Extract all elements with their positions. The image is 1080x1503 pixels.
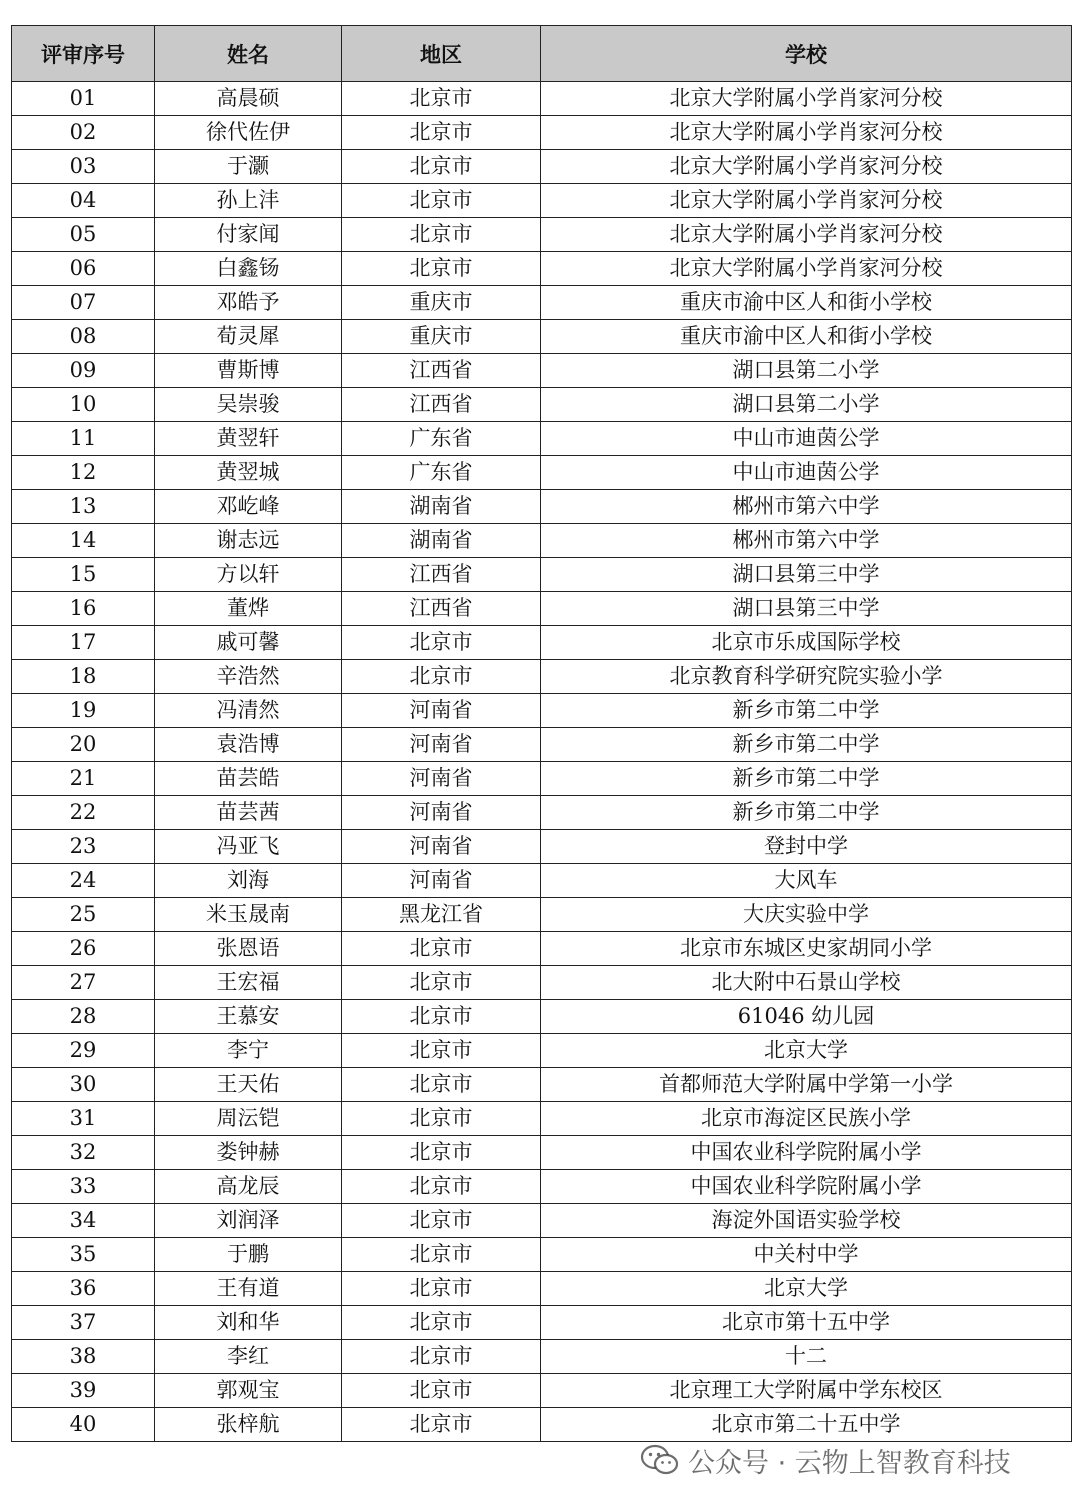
cell-school: 湖口县第二小学 bbox=[541, 388, 1072, 422]
table-row bbox=[12, 592, 1072, 626]
cell-school: 北京市乐成国际学校 bbox=[541, 626, 1072, 660]
cell-name: 曹斯博 bbox=[155, 354, 342, 388]
cell-name: 徐代佐伊 bbox=[155, 116, 342, 150]
cell-name: 荀灵犀 bbox=[155, 320, 342, 354]
cell-name: 刘润泽 bbox=[155, 1204, 342, 1238]
cell-name: 戚可馨 bbox=[155, 626, 342, 660]
cell-name: 张梓航 bbox=[155, 1408, 342, 1442]
table-row bbox=[12, 1000, 1072, 1034]
cell-school: 大风车 bbox=[541, 864, 1072, 898]
table-row bbox=[12, 898, 1072, 932]
table-row bbox=[12, 796, 1072, 830]
cell-school: 十二 bbox=[541, 1340, 1072, 1374]
cell-region: 江西省 bbox=[342, 558, 541, 592]
cell-region: 北京市 bbox=[342, 660, 541, 694]
table-row bbox=[12, 966, 1072, 1000]
cell-region: 河南省 bbox=[342, 864, 541, 898]
cell-review-number: 24 bbox=[12, 864, 155, 898]
cell-name: 白鑫钖 bbox=[155, 252, 342, 286]
cell-school: 重庆市渝中区人和街小学校 bbox=[541, 286, 1072, 320]
cell-school: 北京大学附属小学肖家河分校 bbox=[541, 184, 1072, 218]
cell-region: 北京市 bbox=[342, 626, 541, 660]
cell-review-number: 34 bbox=[12, 1204, 155, 1238]
table-row bbox=[12, 626, 1072, 660]
cell-review-number: 16 bbox=[12, 592, 155, 626]
table-row bbox=[12, 1068, 1072, 1102]
header-name: 姓名 bbox=[155, 26, 342, 82]
cell-name: 邓屹峰 bbox=[155, 490, 342, 524]
cell-school: 北京大学 bbox=[541, 1034, 1072, 1068]
table-row bbox=[12, 286, 1072, 320]
table-row bbox=[12, 1272, 1072, 1306]
cell-region: 湖南省 bbox=[342, 524, 541, 558]
cell-name: 李红 bbox=[155, 1340, 342, 1374]
cell-school: 郴州市第六中学 bbox=[541, 524, 1072, 558]
cell-school: 中山市迪茵公学 bbox=[541, 456, 1072, 490]
cell-review-number: 07 bbox=[12, 286, 155, 320]
cell-review-number: 27 bbox=[12, 966, 155, 1000]
cell-name: 苗芸茜 bbox=[155, 796, 342, 830]
watermark bbox=[640, 1440, 1011, 1480]
table-row bbox=[12, 388, 1072, 422]
cell-school: 北京市东城区史家胡同小学 bbox=[541, 932, 1072, 966]
cell-name: 方以轩 bbox=[155, 558, 342, 592]
cell-name: 袁浩博 bbox=[155, 728, 342, 762]
cell-review-number: 05 bbox=[12, 218, 155, 252]
cell-school: 北京市海淀区民族小学 bbox=[541, 1102, 1072, 1136]
cell-region: 北京市 bbox=[342, 1000, 541, 1034]
cell-school: 新乡市第二中学 bbox=[541, 728, 1072, 762]
table-row bbox=[12, 524, 1072, 558]
cell-region: 河南省 bbox=[342, 796, 541, 830]
watermark-text: 公众号 · 云物上智教育科技 bbox=[688, 1447, 1011, 1479]
award-roster-table bbox=[11, 25, 1072, 1442]
table-row bbox=[12, 1034, 1072, 1068]
cell-region: 北京市 bbox=[342, 1034, 541, 1068]
cell-name: 张恩语 bbox=[155, 932, 342, 966]
table-row bbox=[12, 252, 1072, 286]
cell-review-number: 30 bbox=[12, 1068, 155, 1102]
table-row bbox=[12, 762, 1072, 796]
cell-school: 郴州市第六中学 bbox=[541, 490, 1072, 524]
cell-review-number: 23 bbox=[12, 830, 155, 864]
cell-review-number: 19 bbox=[12, 694, 155, 728]
cell-review-number: 38 bbox=[12, 1340, 155, 1374]
wechat-icon bbox=[640, 1443, 680, 1477]
cell-review-number: 15 bbox=[12, 558, 155, 592]
header-region: 地区 bbox=[342, 26, 541, 82]
table-row bbox=[12, 1204, 1072, 1238]
cell-school: 中山市迪茵公学 bbox=[541, 422, 1072, 456]
cell-review-number: 08 bbox=[12, 320, 155, 354]
table-row bbox=[12, 864, 1072, 898]
table-row bbox=[12, 1238, 1072, 1272]
table-row bbox=[12, 490, 1072, 524]
cell-review-number: 37 bbox=[12, 1306, 155, 1340]
cell-region: 重庆市 bbox=[342, 286, 541, 320]
cell-review-number: 02 bbox=[12, 116, 155, 150]
cell-region: 北京市 bbox=[342, 218, 541, 252]
table-row bbox=[12, 184, 1072, 218]
cell-name: 邓皓予 bbox=[155, 286, 342, 320]
table-row bbox=[12, 1408, 1072, 1442]
cell-review-number: 36 bbox=[12, 1272, 155, 1306]
cell-name: 娄钟赫 bbox=[155, 1136, 342, 1170]
cell-region: 河南省 bbox=[342, 830, 541, 864]
table-row bbox=[12, 456, 1072, 490]
cell-name: 郭观宝 bbox=[155, 1374, 342, 1408]
cell-school: 新乡市第二中学 bbox=[541, 762, 1072, 796]
cell-region: 北京市 bbox=[342, 932, 541, 966]
cell-school: 北京理工大学附属中学东校区 bbox=[541, 1374, 1072, 1408]
table-row bbox=[12, 1170, 1072, 1204]
cell-review-number: 31 bbox=[12, 1102, 155, 1136]
cell-name: 吴崇骏 bbox=[155, 388, 342, 422]
cell-name: 高晨硕 bbox=[155, 82, 342, 116]
cell-review-number: 26 bbox=[12, 932, 155, 966]
cell-review-number: 35 bbox=[12, 1238, 155, 1272]
cell-region: 广东省 bbox=[342, 422, 541, 456]
cell-review-number: 25 bbox=[12, 898, 155, 932]
cell-school: 北京市第十五中学 bbox=[541, 1306, 1072, 1340]
header-school: 学校 bbox=[541, 26, 1072, 82]
cell-name: 冯清然 bbox=[155, 694, 342, 728]
cell-name: 王有道 bbox=[155, 1272, 342, 1306]
cell-region: 黑龙江省 bbox=[342, 898, 541, 932]
cell-school: 中国农业科学院附属小学 bbox=[541, 1136, 1072, 1170]
cell-review-number: 39 bbox=[12, 1374, 155, 1408]
cell-review-number: 09 bbox=[12, 354, 155, 388]
cell-review-number: 03 bbox=[12, 150, 155, 184]
cell-name: 于鹏 bbox=[155, 1238, 342, 1272]
cell-name: 苗芸皓 bbox=[155, 762, 342, 796]
cell-review-number: 13 bbox=[12, 490, 155, 524]
table-row bbox=[12, 1102, 1072, 1136]
cell-school: 湖口县第三中学 bbox=[541, 592, 1072, 626]
cell-review-number: 20 bbox=[12, 728, 155, 762]
cell-name: 于灏 bbox=[155, 150, 342, 184]
cell-review-number: 18 bbox=[12, 660, 155, 694]
table-row bbox=[12, 1340, 1072, 1374]
table-row bbox=[12, 694, 1072, 728]
cell-school: 首都师范大学附属中学第一小学 bbox=[541, 1068, 1072, 1102]
table-row bbox=[12, 1136, 1072, 1170]
cell-region: 北京市 bbox=[342, 1340, 541, 1374]
table-header bbox=[12, 26, 1072, 82]
cell-review-number: 40 bbox=[12, 1408, 155, 1442]
cell-name: 董烨 bbox=[155, 592, 342, 626]
cell-name: 王天佑 bbox=[155, 1068, 342, 1102]
cell-region: 江西省 bbox=[342, 592, 541, 626]
cell-name: 付家闻 bbox=[155, 218, 342, 252]
cell-review-number: 33 bbox=[12, 1170, 155, 1204]
cell-region: 湖南省 bbox=[342, 490, 541, 524]
cell-review-number: 10 bbox=[12, 388, 155, 422]
cell-region: 河南省 bbox=[342, 728, 541, 762]
cell-name: 高龙辰 bbox=[155, 1170, 342, 1204]
cell-school: 湖口县第二小学 bbox=[541, 354, 1072, 388]
cell-school: 中国农业科学院附属小学 bbox=[541, 1170, 1072, 1204]
cell-region: 河南省 bbox=[342, 762, 541, 796]
cell-name: 辛浩然 bbox=[155, 660, 342, 694]
cell-name: 谢志远 bbox=[155, 524, 342, 558]
cell-review-number: 06 bbox=[12, 252, 155, 286]
cell-review-number: 29 bbox=[12, 1034, 155, 1068]
cell-school: 湖口县第三中学 bbox=[541, 558, 1072, 592]
cell-region: 北京市 bbox=[342, 184, 541, 218]
cell-school: 重庆市渝中区人和街小学校 bbox=[541, 320, 1072, 354]
table-row bbox=[12, 422, 1072, 456]
cell-review-number: 32 bbox=[12, 1136, 155, 1170]
cell-school: 中关村中学 bbox=[541, 1238, 1072, 1272]
cell-school: 新乡市第二中学 bbox=[541, 796, 1072, 830]
table-row bbox=[12, 558, 1072, 592]
table-row bbox=[12, 830, 1072, 864]
table-row bbox=[12, 320, 1072, 354]
cell-region: 北京市 bbox=[342, 1306, 541, 1340]
cell-name: 李宁 bbox=[155, 1034, 342, 1068]
cell-region: 北京市 bbox=[342, 1136, 541, 1170]
cell-name: 黄翌轩 bbox=[155, 422, 342, 456]
cell-review-number: 11 bbox=[12, 422, 155, 456]
cell-region: 江西省 bbox=[342, 354, 541, 388]
cell-school: 北京市第二十五中学 bbox=[541, 1408, 1072, 1442]
cell-region: 河南省 bbox=[342, 694, 541, 728]
cell-name: 冯亚飞 bbox=[155, 830, 342, 864]
cell-school: 61046 幼儿园 bbox=[541, 1000, 1072, 1034]
cell-school: 北大附中石景山学校 bbox=[541, 966, 1072, 1000]
cell-review-number: 21 bbox=[12, 762, 155, 796]
header-review-number: 评审序号 bbox=[12, 26, 155, 82]
header-row bbox=[12, 26, 1072, 82]
cell-name: 刘和华 bbox=[155, 1306, 342, 1340]
cell-school: 北京大学附属小学肖家河分校 bbox=[541, 252, 1072, 286]
cell-school: 新乡市第二中学 bbox=[541, 694, 1072, 728]
cell-name: 王宏福 bbox=[155, 966, 342, 1000]
cell-school: 海淀外国语实验学校 bbox=[541, 1204, 1072, 1238]
cell-school: 登封中学 bbox=[541, 830, 1072, 864]
table-row bbox=[12, 218, 1072, 252]
cell-review-number: 28 bbox=[12, 1000, 155, 1034]
cell-region: 北京市 bbox=[342, 1272, 541, 1306]
cell-region: 北京市 bbox=[342, 1068, 541, 1102]
cell-region: 北京市 bbox=[342, 1204, 541, 1238]
cell-review-number: 14 bbox=[12, 524, 155, 558]
cell-school: 大庆实验中学 bbox=[541, 898, 1072, 932]
cell-region: 北京市 bbox=[342, 252, 541, 286]
table-row bbox=[12, 1374, 1072, 1408]
cell-region: 北京市 bbox=[342, 1408, 541, 1442]
table-body bbox=[12, 82, 1072, 1442]
table-row bbox=[12, 932, 1072, 966]
cell-school: 北京大学 bbox=[541, 1272, 1072, 1306]
cell-review-number: 17 bbox=[12, 626, 155, 660]
cell-school: 北京大学附属小学肖家河分校 bbox=[541, 218, 1072, 252]
cell-region: 北京市 bbox=[342, 966, 541, 1000]
cell-region: 北京市 bbox=[342, 1170, 541, 1204]
cell-name: 米玉晟南 bbox=[155, 898, 342, 932]
cell-region: 江西省 bbox=[342, 388, 541, 422]
cell-review-number: 04 bbox=[12, 184, 155, 218]
cell-region: 北京市 bbox=[342, 150, 541, 184]
cell-region: 北京市 bbox=[342, 116, 541, 150]
cell-name: 王慕安 bbox=[155, 1000, 342, 1034]
cell-review-number: 22 bbox=[12, 796, 155, 830]
cell-region: 北京市 bbox=[342, 1238, 541, 1272]
cell-name: 周沄铠 bbox=[155, 1102, 342, 1136]
cell-school: 北京教育科学研究院实验小学 bbox=[541, 660, 1072, 694]
cell-school: 北京大学附属小学肖家河分校 bbox=[541, 150, 1072, 184]
table-row bbox=[12, 82, 1072, 116]
cell-name: 孙上沣 bbox=[155, 184, 342, 218]
cell-region: 北京市 bbox=[342, 1102, 541, 1136]
table-row bbox=[12, 660, 1072, 694]
table-row bbox=[12, 354, 1072, 388]
cell-region: 广东省 bbox=[342, 456, 541, 490]
cell-school: 北京大学附属小学肖家河分校 bbox=[541, 82, 1072, 116]
cell-region: 北京市 bbox=[342, 1374, 541, 1408]
cell-review-number: 01 bbox=[12, 82, 155, 116]
cell-name: 刘海 bbox=[155, 864, 342, 898]
cell-school: 北京大学附属小学肖家河分校 bbox=[541, 116, 1072, 150]
cell-region: 北京市 bbox=[342, 82, 541, 116]
table-row bbox=[12, 150, 1072, 184]
cell-region: 重庆市 bbox=[342, 320, 541, 354]
table-row bbox=[12, 116, 1072, 150]
table-row bbox=[12, 1306, 1072, 1340]
table-row bbox=[12, 728, 1072, 762]
cell-name: 黄翌城 bbox=[155, 456, 342, 490]
cell-review-number: 12 bbox=[12, 456, 155, 490]
